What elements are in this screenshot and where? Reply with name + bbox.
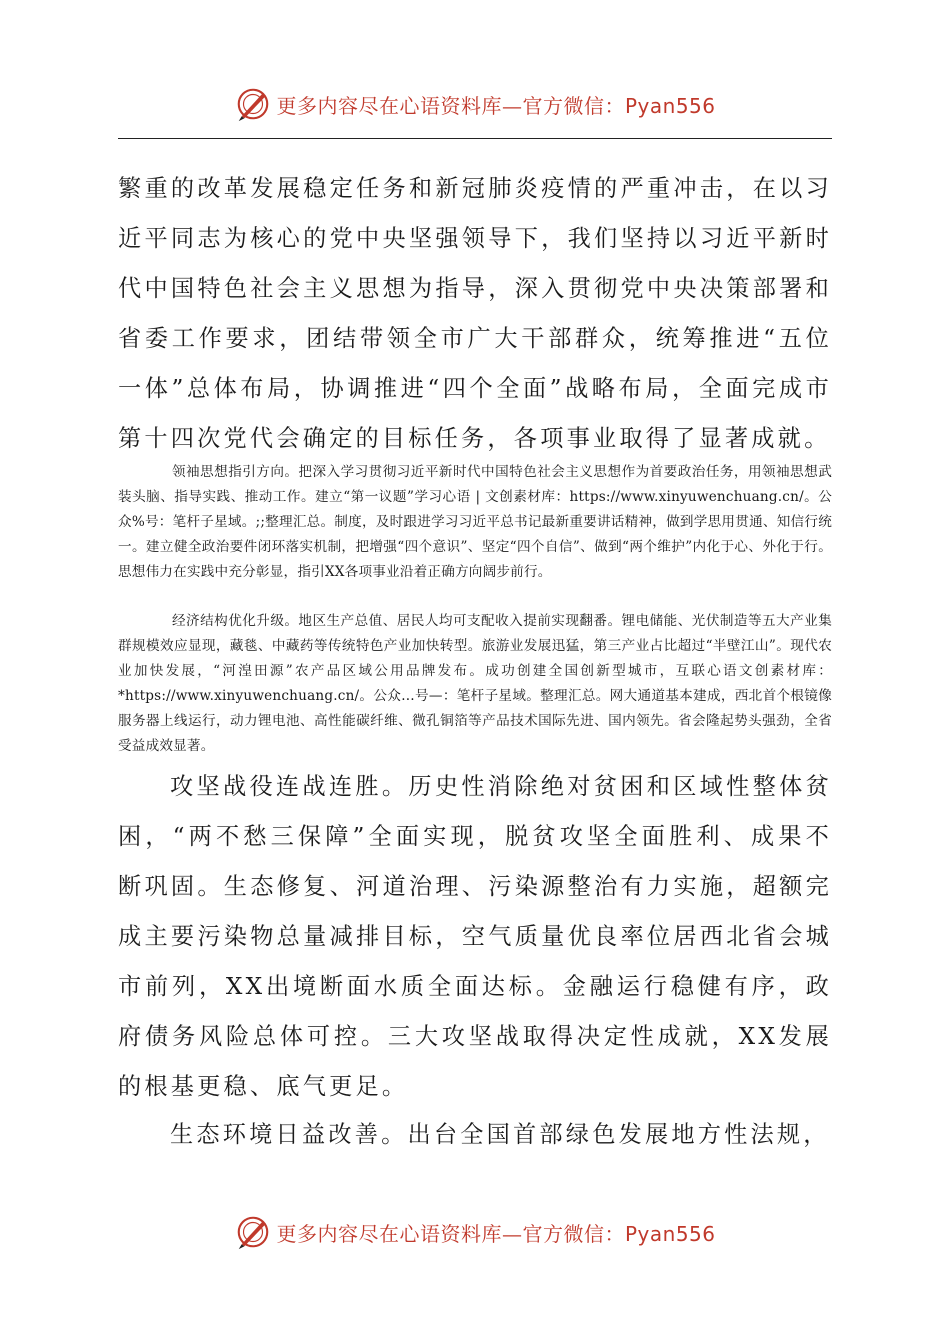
header-banner <box>0 82 950 126</box>
body-small-paragraph-2: 经济结构优化升级。地区生产总值、居民人均可支配收入提前实现翻番。锂电储能、光伏制造等五大产业集群规模效应显现，藏毯、中藏药等传统特色产业加快转型。旅游业发展迅猛，第三产业占比超过“半壁江山”。现代农业加快发展，“河湟田源”农产品区域公用品牌发布。成功创建全国创新型城市，互联心语文创素材库：*https://www.xinyuwenchuang.cn/。公众…号—：笔杆子星域。整理汇总。网大通道基本建成，西北首个根镜像服务器上线运行，动力锂电池、高性能碳纤维、微孔铜箔等产品技术国际先进、国内领先。省会隆起势头强劲，全省受益成效显著。 <box>118 613 832 754</box>
body-small-paragraph-1: 领袖思想指引方向。把深入学习贯彻习近平新时代中国特色社会主义思想作为首要政治任务，用领袖思想武装头脑、指导实践、推动工作。建立“第一议题”学习心语 | 文创素材库：https://www.xinyuwenchuang.cn/。公众%号：笔杆子星域。;;整理汇总。制度，及时跟进学习习近平总书记最新重要讲话精神，做到学思用贯通、知信行统一。建立健全政治要件闭环落实机制，把增强“四个意识”、坚定“四个自信”、做到“两个维护”内化于心、外化于行。思想伟力在实践中充分彰显，指引XX各项事业沿着正确方向阔步前行。 <box>118 464 832 580</box>
header-banner-id: Pyan556 <box>624 93 716 118</box>
body-paragraph-2: 攻坚战役连战连胜。历史性消除绝对贫困和区域性整体贫困，“两不愁三保障”全面实现，脱贫攻坚全面胜利、成果不断巩固。生态修复、河道治理、污染源整治有力实施，超额完成主要污染物总量减排目标，空气质量优良率位居西北省会城市前列，XX出境断面水质全面达标。金融运行稳健有序，政府债务风险总体可控。三大攻坚战取得决定性成就，XX发展的根基更稳、底气更足。 <box>118 773 832 1100</box>
header-rule <box>118 138 832 139</box>
footer-banner-text: 更多内容尽在心语资料库—官方微信：Pyan556 <box>276 1221 716 1246</box>
body-paragraph-3: 生态环境日益改善。出台全国首部绿色发展地方性法规， <box>170 1121 830 1148</box>
brush-logo-icon <box>234 1213 272 1251</box>
brush-logo-icon <box>234 85 272 123</box>
footer-banner-id: Pyan556 <box>624 1221 716 1246</box>
body-paragraph-1: 繁重的改革发展稳定任务和新冠肺炎疫情的严重冲击，在以习近平同志为核心的党中央坚强领导下，我们坚持以习近平新时代中国特色社会主义思想为指导，深入贯彻党中央决策部署和省委工作要求，团结带领全市广大干部群众，统筹推进“五位一体”总体布局，协调推进“四个全面”战略布局，全面完成市第十四次党代会确定的目标任务，各项事业取得了显著成就。 <box>118 175 832 452</box>
footer-banner <box>0 1210 950 1254</box>
header-banner-text: 更多内容尽在心语资料库—官方微信：Pyan556 <box>276 93 716 118</box>
